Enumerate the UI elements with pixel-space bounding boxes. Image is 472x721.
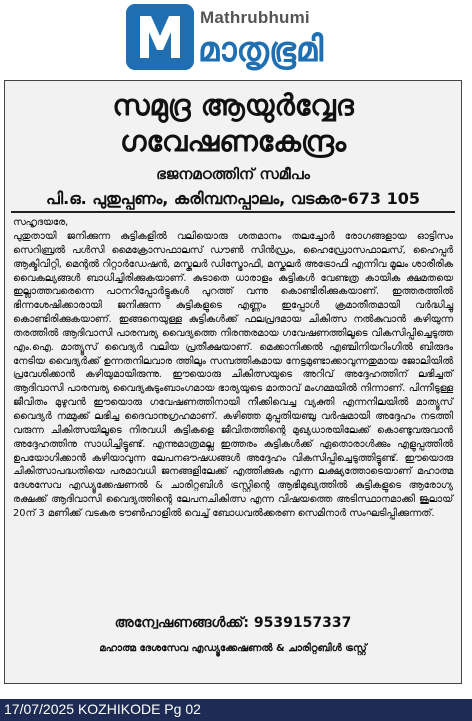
ad-subtitle: ഭജനമഠത്തിന് സമീപം <box>156 165 310 183</box>
brand-name-english: Mathrubhumi <box>200 8 310 27</box>
contact-label: അന്വേഷണങ്ങൾക്ക്: <box>114 615 250 631</box>
ad-address: പി.ഒ. പുതുപ്പണം, കരിമ്പനപ്പാലം, വടകര-673 105 <box>45 189 421 208</box>
ad-salutation: സഹൃദയരേ, <box>13 217 69 228</box>
ad-title-line-2: ഗവേഷണകേന്ദ്രം <box>120 124 346 158</box>
contact-phone: 9539157337 <box>253 615 352 631</box>
ad-body-text <box>13 230 453 521</box>
edition-caption-text: 17/07/2025 KOZHIKODE Pg 02 <box>4 701 201 717</box>
ad-organisation: മഹാത്മ ദേശസേവ എഡ്യൂക്കേഷണൽ & ചാരിറ്റബിൾ ട്രസ്റ്റ് <box>99 643 367 654</box>
brand-name-malayalam: മാതൃഭൂമി <box>198 30 324 70</box>
ad-contact <box>5 615 461 631</box>
edition-caption-bar <box>0 699 472 721</box>
ad-title-line-1: സമുദ്ര ആയുർവ്വേദ <box>112 88 354 122</box>
mathrubhumi-logo-icon <box>126 4 194 70</box>
advertisement-clipping <box>4 80 462 684</box>
ad-body-paragraph: പുതുതായി ജനിക്കുന്ന കുട്ടികളിൽ വലിയൊരു ശതമാനം തലച്ചോർ രോഗങ്ങളായ ഓട്ടിസം സെറിബ്രൽ പൾസി മൈക്രോസഫാലസ് ഡൗൺ സിൻഡ്രം, ഹൈഡ്രോസഫാലസ്, ഹൈപ്പർ ആക്ടിവിറ്റി, മെന്റൽ റിറ്റാർഡേഷൻ, മസ്കുലർ ഡിസ്ട്രോഫി, മസ്കുലർ അട്രോഫി എന്നിവ മൂലം ശാരീരിക വൈകല്യങ്ങൾ ബാധിച്ചിരിക്കുകയാണ്. കുടാതെ ധാരാളം കുട്ടികൾ വേണ്ടത്ര കായിക ക്ഷമതയെ ഇല്ലാത്തവരെന്നെ പഠനറിപ്പോർട്ടുകൾ പുറത്ത് വന്നു കൊണ്ടിരിക്കുകയാണ്. ഇത്തരത്തിൽ ഭിന്നശേഷിക്കാരായി ജനിക്കുന്ന കുട്ടികളുടെ എണ്ണം ഇപ്പോൾ ക്രമാതീതമായി വർദ്ധിച്ചു കൊണ്ടിരിക്കുകയാണ്. ഇങ്ങനെയുള്ള കുട്ടികൾക്ക് ഫലപ്രദമായ ചികിത്സ നൽകുവാൻ കഴിയുന്ന തരത്തിൽ ആദിവാസി പാരമ്പര്യ വൈദ്യത്തെ നിരന്തരമായ ഗവേഷണത്തിലൂടെ വികസിപ്പിച്ചെടുത്ത എം.ഐ. മാത്യൂസ് വൈദ്യർ വലിയ പ്രതീക്ഷയാണ്. മെക്കാനിക്കൽ എഞ്ചിനിയറിംഗിൽ ബിരുദം നേടിയ വൈദ്യർക്ക് ഉന്നതനിലവാര ത്തിലും സമ്പത്തികമായ നേട്ടമുണ്ടാക്കാവുന്നതുമായ ജോലിയിൽ പ്രവേശിക്കാൻ കഴിയുമായിരുന്നു. ഈയൊരു ചികിത്സയുടെ അറിവ് അദ്ദേഹത്തിന് ലഭിച്ചത് ആദിവാസി പാരമ്പര്യ വൈദ്യകുടുംബാംഗമായ ഭാര്യയുടെ മാതാവ് മംഗമ്മയിൽ നിന്നാണ്. പിന്നീടുള്ള ജീവിതം മുഴുവൻ ഈയൊരു ഗവേഷണത്തിനായി നീക്കിവെച്ച വ്യക്തി എന്നനിലയിൽ മാത്യൂസ് വൈദ്യർ നമ്മുക്ക് ലഭിച്ച ദൈവാനുഗ്രഹമാണ്. കഴിഞ്ഞ മുപ്പതിയഞ്ചു വർഷമായി അദ്ദേഹം നടത്തി വരുന്ന ചികിത്സയിലൂടെ നിരവധി കുട്ടികളെ ജീവിതത്തിന്റെ മുഖ്യധാരയിലേക്ക് കൊണ്ടുവരുവാൻ അദ്ദേഹത്തിനു സാധിച്ചിട്ടുണ്ട്. എന്നുമാത്രമല്ല ഇത്തരം കുട്ടികൾക്ക് ഏതൊരാൾക്കും എളുപ്പത്തിൽ ഉപയോഗിക്കാൻ കഴിയാവുന്ന ലേപനഔഷധങ്ങൾ അദ്ദേഹം വികസിപ്പിച്ചെടുത്തിട്ടുണ്ട്. ഈയൊരു ചികിത്സാപദ്ധതിയെ പരമാവധി ജനങ്ങളിലേക്ക് എത്തിക്കുക എന്ന ലക്ഷ്യത്തോടെയാണ് മഹാത്മ ദേശസേവ എഡ്യൂക്കേഷണൽ & ചാരിറ്റബിൾ ട്രസ്റ്റിന്റെ ആഭിമുഖ്യത്തിൽ കുട്ടികളുടെ ആരോഗ്യ രക്ഷക്ക് ആദിവാസി വൈദ്യത്തിന്റെ ലേപനചികിത്സ എന്ന വിഷയത്തെ അടിസ്ഥാനമാക്കി ജൂലായ് 20ന് 3 മണിക്ക് വടകര ടൗൺഹാളിൽ വെച്ച് ബോധവൽക്കരണ സെമിനാർ സംഘടിപ്പിക്കുന്നത്. <box>13 231 453 519</box>
masthead <box>0 0 472 76</box>
divider <box>11 211 455 213</box>
